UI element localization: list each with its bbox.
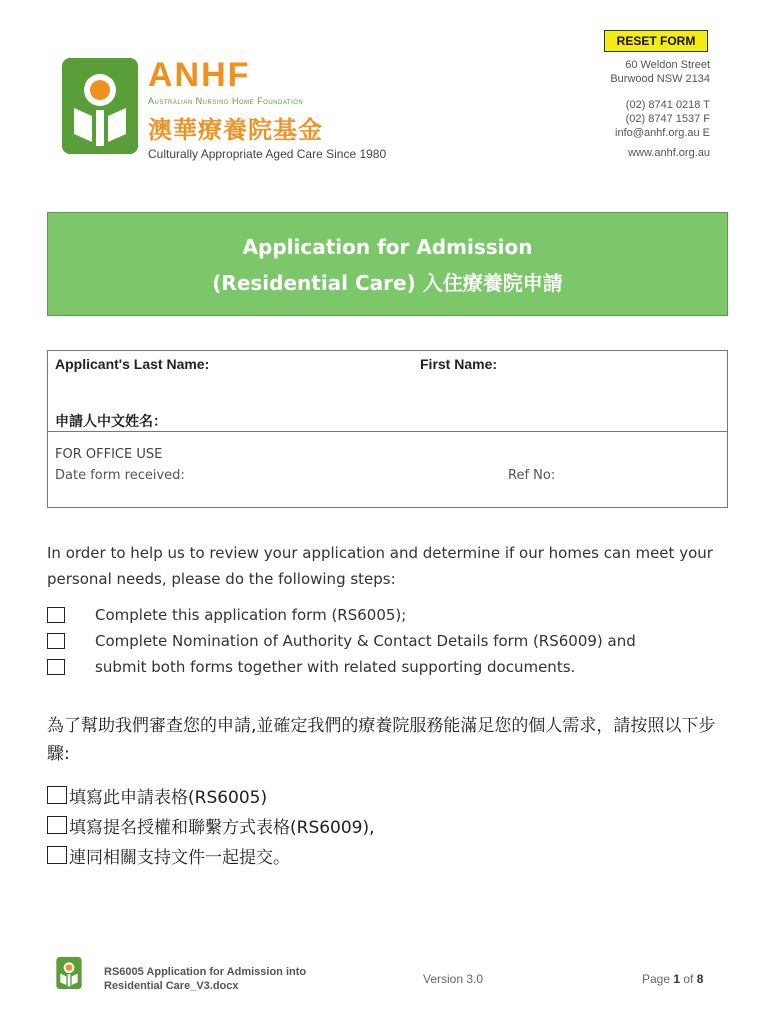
- footer-version: Version 3.0: [423, 972, 484, 986]
- last-name-label: Applicant's Last Name:: [55, 356, 210, 372]
- office-use-heading: FOR OFFICE USE: [55, 447, 163, 462]
- step-text-chinese: 連同相關支持文件一起提交。: [69, 847, 290, 868]
- form-title-line2: (Residential Care) 入住療養院申請: [212, 271, 563, 295]
- first-name-label: First Name:: [420, 356, 498, 372]
- step-item: [47, 628, 636, 654]
- ref-no-label: Ref No:: [508, 468, 556, 483]
- address-street: 60 Weldon Street: [625, 59, 710, 71]
- instructions-intro: In order to help us to review your application and determine if our homes can meet your personal needs, please do the following steps:: [47, 544, 713, 588]
- applicant-name-row: [48, 351, 727, 432]
- last-name-field[interactable]: [55, 375, 409, 395]
- contact-block: [610, 58, 710, 160]
- brand-full-name: Australian Nursing Home Foundation: [148, 96, 304, 106]
- instructions-intro-chinese: 為了幫助我們審查您的申請,並確定我們的療養院服務能滿足您的個人需求，請按照以下步驟:: [47, 716, 716, 764]
- applicant-name-section: [47, 350, 728, 508]
- ref-no-field[interactable]: [568, 467, 722, 487]
- step-checkbox-chinese[interactable]: [47, 786, 67, 804]
- address-suburb: Burwood NSW 2134: [610, 73, 710, 85]
- step-checkbox[interactable]: [47, 633, 65, 649]
- brand-block: [148, 58, 386, 161]
- instructions-steps: [47, 602, 636, 680]
- page-of: of: [680, 972, 697, 986]
- step-item: [47, 654, 636, 680]
- step-item: [47, 602, 636, 628]
- date-received-label: Date form received:: [55, 468, 185, 483]
- form-title-line1: Application for Admission: [242, 235, 533, 259]
- footer-document-name: RS6005 Application for Admission into Residential Care_V3.docx: [104, 966, 307, 992]
- first-name-field[interactable]: [420, 375, 724, 395]
- step-item-chinese: [47, 840, 375, 870]
- form-title-banner: [47, 212, 728, 316]
- chinese-name-field[interactable]: [198, 409, 722, 429]
- page-total: 8: [696, 972, 704, 986]
- email-address: info@anhf.org.au E: [615, 127, 710, 139]
- instructions-steps-chinese: [47, 780, 375, 870]
- brand-chinese-name: 澳華療養院基金: [148, 116, 323, 144]
- brand-tagline: Culturally Appropriate Aged Care Since 1980: [148, 147, 387, 161]
- phone-number: (02) 8741 0218 T: [625, 99, 710, 111]
- website-url: www.anhf.org.au: [628, 147, 710, 159]
- step-text: submit both forms together with related supporting documents.: [95, 658, 576, 676]
- step-checkbox[interactable]: [47, 607, 65, 623]
- step-checkbox-chinese[interactable]: [47, 846, 67, 864]
- step-text: Complete this application form (RS6005);: [95, 606, 407, 624]
- chinese-name-label: 申請人中文姓名：: [55, 414, 167, 430]
- fax-number: (02) 8747 1537 F: [625, 113, 710, 125]
- step-checkbox-chinese[interactable]: [47, 816, 67, 834]
- step-text: Complete Nomination of Authority & Contact Details form (RS6009) and: [95, 632, 636, 650]
- footer-logo-icon: [54, 957, 84, 989]
- step-checkbox[interactable]: [47, 659, 65, 675]
- step-text-chinese: 填寫提名授權和聯繫方式表格(RS6009),: [69, 817, 375, 838]
- reset-form-button[interactable]: RESET FORM: [604, 30, 708, 52]
- step-text-chinese: 填寫此申請表格(RS6005): [69, 787, 268, 808]
- brand-name: ANHF: [148, 56, 251, 94]
- page-current: 1: [673, 972, 681, 986]
- footer-page-number: [642, 972, 703, 986]
- date-received-field[interactable]: [208, 467, 492, 487]
- page-prefix: Page: [642, 972, 674, 986]
- anhf-logo-icon: [62, 58, 138, 154]
- step-item-chinese: [47, 810, 375, 840]
- step-item-chinese: [47, 780, 375, 810]
